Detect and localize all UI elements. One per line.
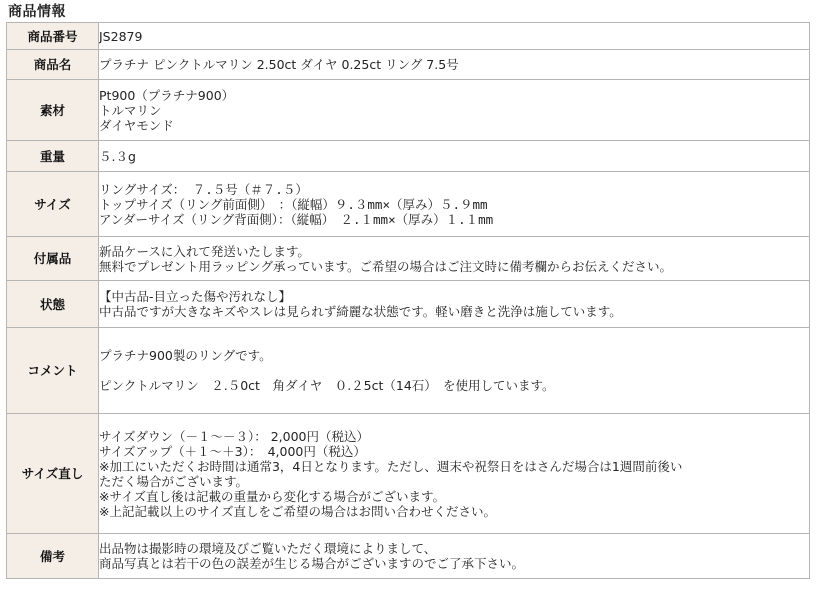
accessories-line: 無料でプレゼント用ラッピング承っています。ご希望の場合はご注文時に備考欄からお伝えください。 xyxy=(99,258,673,274)
row-size xyxy=(7,172,809,236)
label-material: 素材 xyxy=(7,80,98,140)
value-weight: ５.３g xyxy=(99,141,809,171)
value-material xyxy=(99,80,809,140)
notes-line: 出品物は撮影時の環境及びご覧いただく環境によりまして、 xyxy=(99,541,437,556)
product-info-table xyxy=(6,22,810,579)
value-product-code: JS2879 xyxy=(99,23,809,49)
value-notes xyxy=(99,534,809,578)
row-product-name xyxy=(7,50,809,79)
condition-line: 【中古品-目立った傷や汚れなし】 xyxy=(99,289,292,304)
comment-line: ピンクトルマリン ２.５0ct 角ダイヤ ０.２5ct（14石） を使用しています。 xyxy=(99,378,555,393)
value-product-name: プラチナ ピンクトルマリン 2.50ct ダイヤ 0.25ct リング 7.5号 xyxy=(99,50,809,79)
condition-line: 中古品ですが大きなキズやスレは見られず綺麗な状態です。軽い磨きと洗浄は施しています。 xyxy=(99,304,622,319)
value-resize xyxy=(99,414,809,533)
label-product-name: 商品名 xyxy=(7,50,98,79)
row-resize xyxy=(7,414,809,533)
size-line: リングサイズ： ７.５号（＃７.５） xyxy=(99,181,308,197)
label-comment: コメント xyxy=(7,328,98,413)
label-weight: 重量 xyxy=(7,141,98,171)
label-condition: 状態 xyxy=(7,281,98,327)
comment-blank-line xyxy=(99,363,809,378)
value-size xyxy=(99,172,809,236)
resize-line: ※上記記載以上のサイズ直しをご希望の場合はお問い合わせください。 xyxy=(99,503,496,519)
notes-line: 商品写真とは若干の色の誤差が生じる場合がございますのでご了承下さい。 xyxy=(99,556,525,571)
row-product-code xyxy=(7,23,809,49)
row-accessories xyxy=(7,237,809,280)
label-resize: サイズ直し xyxy=(7,414,98,533)
row-weight xyxy=(7,141,809,171)
row-condition xyxy=(7,281,809,327)
size-line: トップサイズ（リング前面側） ：（縦幅）９.３mm×（厚み）５.９mm xyxy=(99,196,488,212)
row-material xyxy=(7,80,809,140)
label-notes: 備考 xyxy=(7,534,98,578)
material-line: Pt900（プラチナ900） xyxy=(99,87,235,103)
resize-line: ※サイズ直し後は記載の重量から変化する場合がございます。 xyxy=(99,488,445,504)
resize-line: ※加工にいただくお時間は通常3，4日となります。ただし、週末や祝祭日をはさんだ場合は1週間前後い xyxy=(99,458,683,474)
material-line: トルマリン xyxy=(99,102,162,118)
accessories-line: 新品ケースに入れて発送いたします。 xyxy=(99,243,310,259)
resize-line: サイズダウン（－１～－３）： 2,000円（税込） xyxy=(99,428,370,444)
row-notes xyxy=(7,534,809,578)
value-condition xyxy=(99,281,809,327)
size-line: アンダーサイズ（リング背面側）：（縦幅） ２.１mm×（厚み）１.１mm xyxy=(99,211,494,227)
section-title: 商品情報 xyxy=(8,4,66,20)
label-accessories: 付属品 xyxy=(7,237,98,280)
row-comment xyxy=(7,328,809,413)
value-comment xyxy=(99,328,809,413)
label-product-code: 商品番号 xyxy=(7,23,98,49)
value-accessories xyxy=(99,237,809,280)
comment-line: プラチナ900製のリングです。 xyxy=(99,348,272,363)
material-line: ダイヤモンド xyxy=(99,117,174,133)
resize-line: ただく場合がございます。 xyxy=(99,473,249,489)
resize-line: サイズアップ（＋１～＋3）： 4,000円（税込） xyxy=(99,443,366,459)
label-size: サイズ xyxy=(7,172,98,236)
